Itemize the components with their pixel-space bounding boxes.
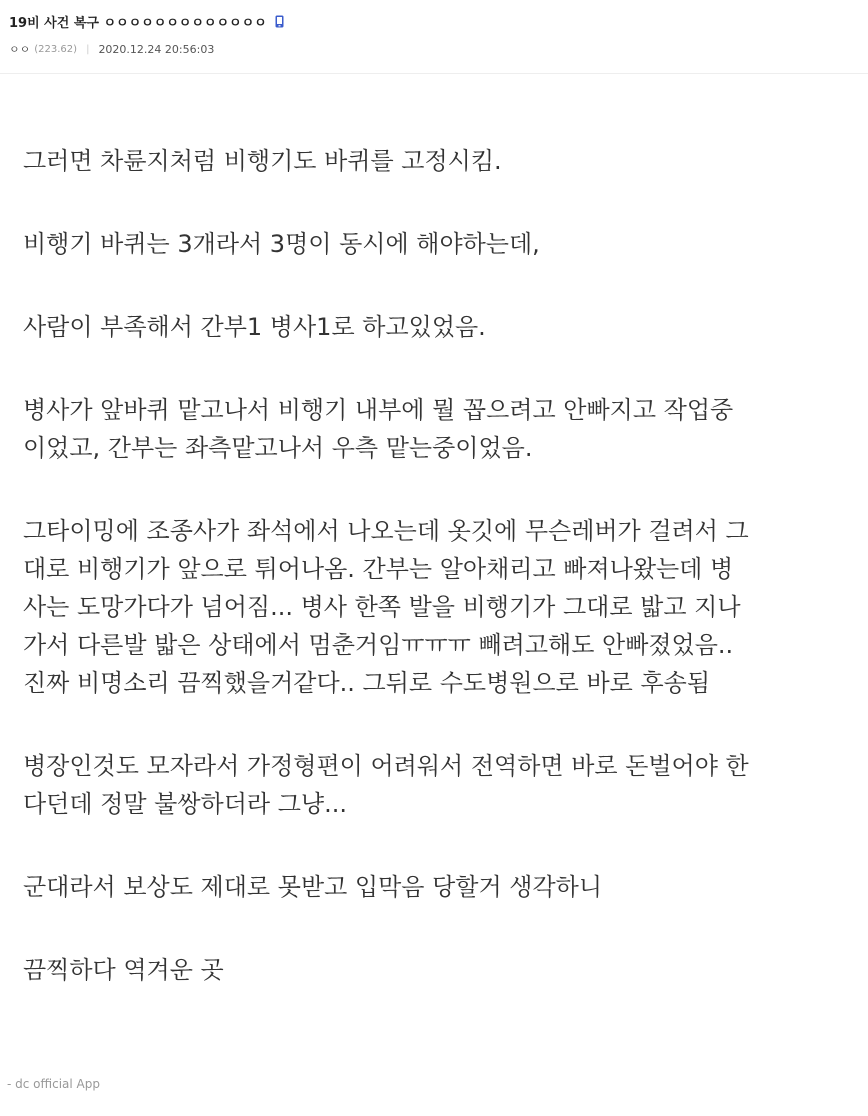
text-line: 대로 비행기가 앞으로 튀어나옴. 간부는 알아채리고 빠져나왔는데 병 [23,555,734,583]
mobile-phone-icon [275,15,284,28]
text-line: 끔찍하다 역겨운 곳 [23,956,224,984]
post-header [0,0,868,74]
text-line: 군대라서 보상도 제대로 못받고 입막음 당할거 생각하니 [23,873,603,901]
text-line: 가서 다른발 밟은 상태에서 멈춘거임ㅠㅠㅠ 빼려고해도 안빠졌었음.. [23,631,734,659]
text-line: 진짜 비명소리 끔찍했을거같다.. 그뒤로 수도병원으로 바로 후송됨 [23,669,710,697]
paragraph [23,951,863,989]
text-line: 그러면 차륜지처럼 비행기도 바퀴를 고정시킴. [23,147,502,175]
post-meta [9,41,214,57]
text-line: 이었고, 간부는 좌측맡고나서 우측 맡는중이었음. [23,434,533,462]
text-line: 다던데 정말 불쌍하더라 그냥... [23,790,347,818]
post-title: 19비 사건 복구 ㅇㅇㅇㅇㅇㅇㅇㅇㅇㅇㅇㅇㅇ [9,16,267,31]
paragraph [23,142,863,180]
meta-separator: | [86,43,90,55]
title-row [9,12,284,31]
author-nick[interactable]: ㅇㅇ [9,43,31,56]
text-line: 병장인것도 모자라서 가정형편이 어려워서 전역하면 바로 돈벌어야 한 [23,752,749,780]
text-line: 사는 도망가다가 넘어짐... 병사 한쪽 발을 비행기가 그대로 밟고 지나 [23,593,741,621]
paragraph [23,512,863,702]
paragraph [23,308,863,346]
paragraph [23,868,863,906]
paragraph [23,747,863,823]
post-body [23,142,863,1034]
text-line: 사람이 부족해서 간부1 병사1로 하고있었음. [23,313,486,341]
post-date: 2020.12.24 20:56:03 [98,42,215,56]
text-line: 그타이밍에 조종사가 좌석에서 나오는데 옷깃에 무슨레버가 걸려서 그 [23,517,749,545]
paragraph [23,225,863,263]
text-line: 병사가 앞바퀴 맡고나서 비행기 내부에 뭘 꼽으려고 안빠지고 작업중 [23,396,734,424]
app-signature: - dc official App [7,1077,100,1091]
paragraph [23,391,863,467]
text-line: 비행기 바퀴는 3개라서 3명이 동시에 해야하는데, [23,230,540,258]
author-ip: (223.62) [34,43,78,55]
